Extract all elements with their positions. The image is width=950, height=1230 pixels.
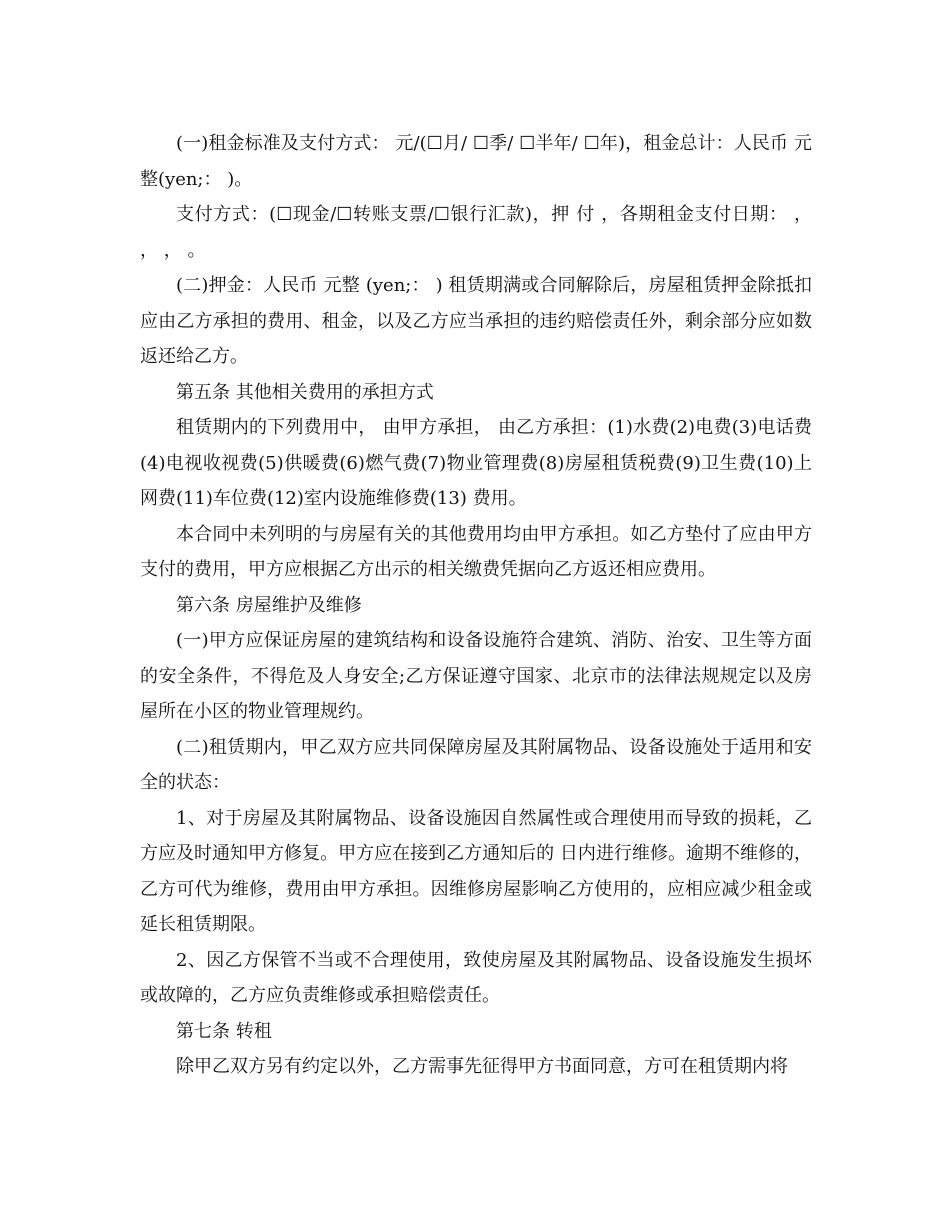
paragraph-sublease: 除甲乙双方另有约定以外，乙方需事先征得甲方书面同意，方可在租赁期内将 [176,1056,788,1077]
paragraph-rent-standard: (一)租金标准及支付方式： 元/(☐月/ ☐季/ ☐半年/ ☐年)，租金总计：人民币 元整(yen;： )。 [140,133,812,190]
paragraph-fees-list: 租赁期内的下列费用中， 由甲方承担， 由乙方承担：(1)水费(2)电费(3)电话费(4)电视收视费(5)供暖费(6)燃气费(7)物业管理费(8)房屋租赁税费(9)卫生费(10)上网费(11)车位费(12)室内设施维修费(13) 费用。 [140,417,812,509]
heading-article-7: 第七条 转租 [176,1020,272,1042]
paragraph-repair-item-2: 2、因乙方保管不当或不合理使用，致使房屋及其附属物品、设备设施发生损坏或故障的，乙方应负责维修或承担赔偿责任。 [140,949,812,1006]
heading-article-5: 第五条 其他相关费用的承担方式 [176,381,434,403]
paragraph-payment-method: 支付方式：(☐现金/☐转账支票/☐银行汇款)，押 付 ，各期租金支付日期： ， ， ， 。 [140,204,812,261]
paragraph-deposit: (二)押金：人民币 元整 (yen;： ) 租赁期满或合同解除后，房屋租赁押金除抵扣应由乙方承担的费用、租金，以及乙方应当承担的违约赔偿责任外，剩余部分应如数返还给乙方。 [140,275,812,367]
paragraph-repair-item-1: 1、对于房屋及其附属物品、设备设施因自然属性或合理使用而导致的损耗，乙方应及时通知甲方修复。甲方应在接到乙方通知后的 日内进行维修。逾期不维修的，乙方可代为维修，费用由甲方承担。因维修房屋影响乙方使用的，应相应减少租金或延长租赁期限。 [140,807,812,935]
paragraph-joint-maintenance: (二)租赁期内，甲乙双方应共同保障房屋及其附属物品、设备设施处于适用和安全的状态： [140,736,812,793]
heading-article-6: 第六条 房屋维护及维修 [176,594,362,616]
paragraph-landlord-guarantee: (一)甲方应保证房屋的建筑结构和设备设施符合建筑、消防、治安、卫生等方面的安全条件，不得危及人身安全;乙方保证遵守国家、北京市的法律法规规定以及房屋所在小区的物业管理规约。 [140,630,812,722]
paragraph-other-fees: 本合同中未列明的与房屋有关的其他费用均由甲方承担。如乙方垫付了应由甲方支付的费用，甲方应根据乙方出示的相关缴费凭据向乙方返还相应费用。 [140,523,812,580]
document-body [140,126,812,1085]
